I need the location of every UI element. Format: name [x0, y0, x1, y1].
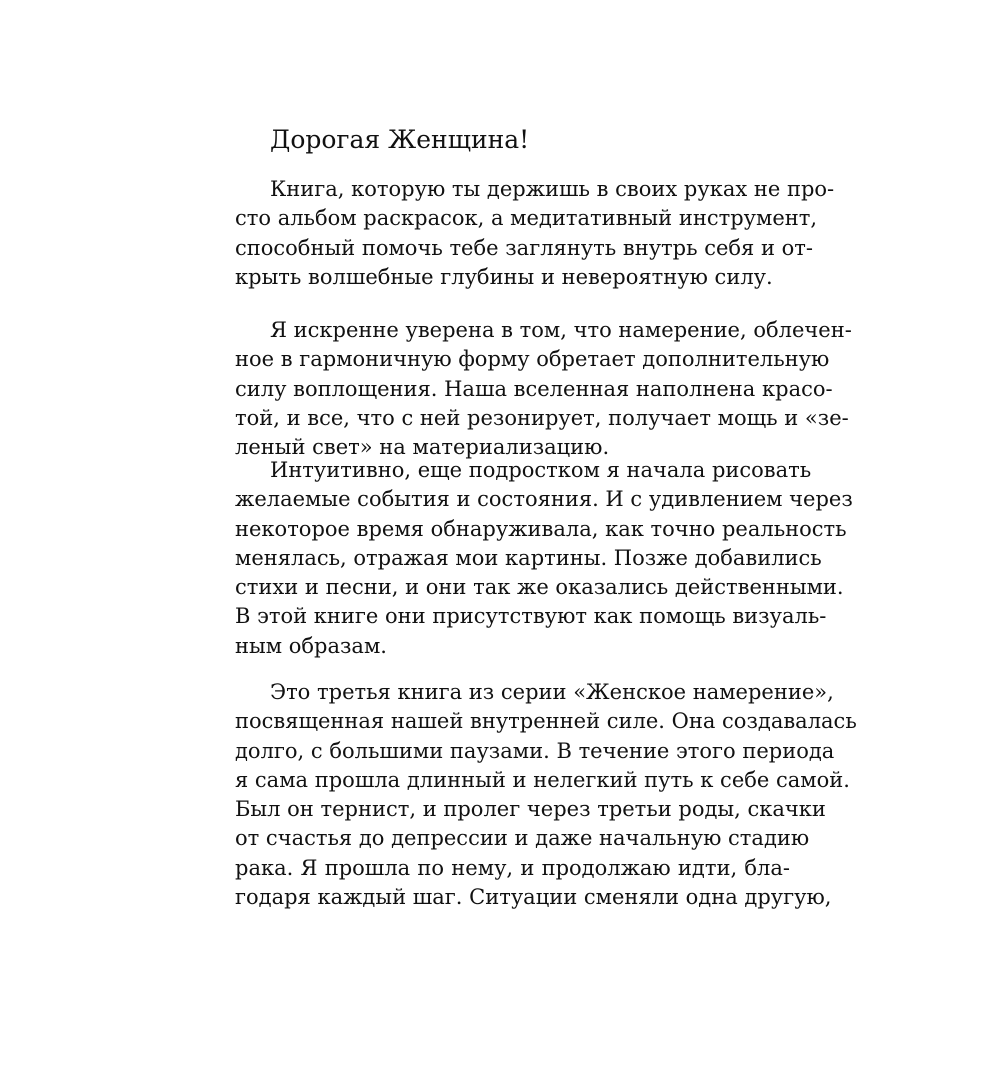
text-line: Интуитивно, еще подростком я начала рисовать — [270, 458, 812, 482]
text-line: способный помочь тебе заглянуть внутрь себя и от- — [235, 235, 814, 260]
text-line: Это третья книга из серии «Женское намерение», — [270, 680, 834, 704]
text-line: посвященная нашей внутренней силе. Она создавалась — [235, 709, 857, 734]
text-line: от счастья до депрессии и даже начальную стадию — [235, 826, 810, 851]
paragraph-1 — [235, 175, 835, 292]
text-line: годаря каждый шаг. Ситуации сменяли одна другую, — [235, 885, 832, 910]
text-line: я сама прошла длинный и нелегкий путь к себе самой. — [235, 767, 850, 792]
text-line: некоторое время обнаруживала, как точно реальность — [235, 516, 847, 541]
text-line: ным образам. — [235, 633, 387, 658]
text-line: менялась, отражая мои картины. Позже добавились — [235, 545, 822, 570]
page-heading: Дорогая Женщина! — [270, 125, 530, 154]
text-line: В этой книге они присутствуют как помощь визуаль- — [235, 604, 827, 629]
text-line: Был он тернист, и пролег через третьи роды, скачки — [235, 797, 826, 822]
text-line: той, и все, что с ней резонирует, получает мощь и «зе- — [235, 405, 849, 430]
text-line: сто альбом раскрасок, а медитативный инструмент, — [235, 206, 818, 231]
text-line: леный свет» на материализацию. — [235, 435, 610, 460]
text-line: Я искренне уверена в том, что намерение, облечен- — [270, 318, 852, 342]
paragraph-4 — [235, 678, 857, 912]
text-line: долго, с большими паузами. В течение этого периода — [235, 738, 835, 763]
text-line: Книга, которую ты держишь в своих руках не про- — [270, 177, 835, 201]
text-line: стихи и песни, и они так же оказались действенными. — [235, 575, 844, 600]
text-line: ное в гармоничную форму обретает дополнительную — [235, 347, 830, 372]
text-line: силу воплощения. Наша вселенная наполнена красо- — [235, 376, 833, 401]
paragraph-3 — [235, 456, 853, 661]
text-line: крыть волшебные глубины и невероятную силу. — [235, 264, 773, 289]
text-line: желаемые события и состояния. И с удивлением через — [235, 487, 853, 512]
paragraph-2 — [235, 316, 852, 462]
text-line: рака. Я прошла по нему, и продолжаю идти, бла- — [235, 855, 790, 880]
